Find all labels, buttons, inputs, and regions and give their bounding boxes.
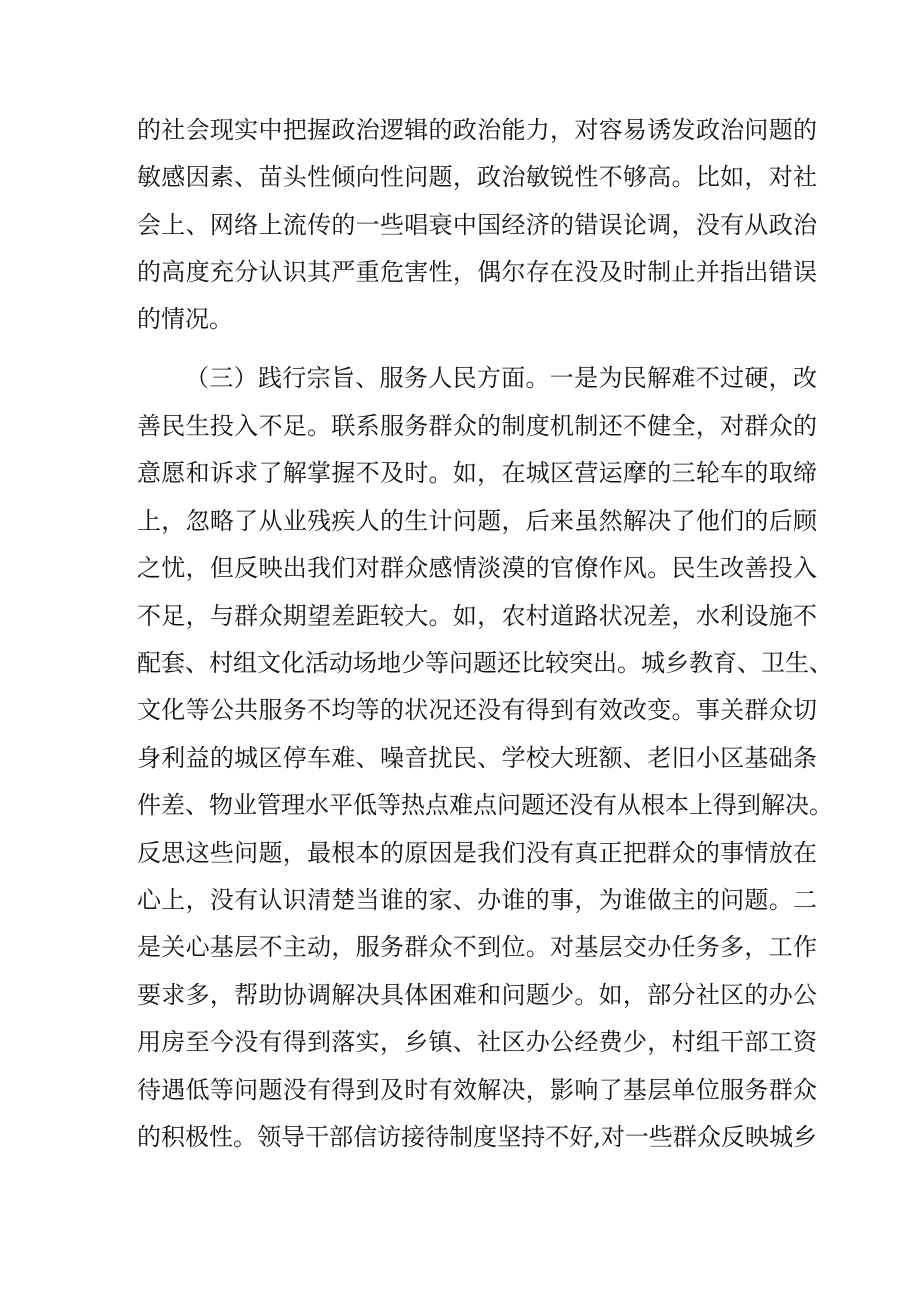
text-line: 反思这些问题，最根本的原因是我们没有真正把群众的事情放在 <box>137 839 817 867</box>
text-line: 文化等公共服务不均等的状况还没有得到有效改变。事关群众切 <box>137 696 817 724</box>
text-line: 会上、网络上流传的一些唱衰中国经济的错误论调，没有从政治 <box>137 211 817 239</box>
text-line: 配套、村组文化活动场地少等问题还比较突出。城乡教育、卫生、 <box>137 649 833 677</box>
text-line: 身利益的城区停车难、噪音扰民、学校大班额、老旧小区基础条 <box>137 744 817 772</box>
text-line: 的高度充分认识其严重危害性，偶尔存在没及时制止并指出错误 <box>137 258 817 286</box>
text-line: 不足，与群众期望差距较大。如，农村道路状况差，水利设施不 <box>137 602 817 630</box>
text-line: 要求多，帮助协调解决具体困难和问题少。如，部分社区的办公 <box>137 981 817 1009</box>
text-line: 善民生投入不足。联系服务群众的制度机制还不健全，对群众的 <box>137 412 817 440</box>
text-line: 的情况。 <box>137 305 233 333</box>
section-heading-line: （三）践行宗旨、服务人民方面。一是为民解难不过硬，改 <box>185 364 817 392</box>
text-line: 心上，没有认识清楚当谁的家、办谁的事，为谁做主的问题。二 <box>137 886 817 914</box>
text-line: 用房至今没有得到落实，乡镇、社区办公经费少，村组干部工资 <box>137 1028 817 1056</box>
text-line: 待遇低等问题没有得到及时有效解决，影响了基层单位服务群众 <box>137 1076 817 1104</box>
text-line: 意愿和诉求了解掌握不及时。如，在城区营运摩的三轮车的取缔 <box>137 459 817 487</box>
text-line: 敏感因素、苗头性倾向性问题，政治敏锐性不够高。比如，对社 <box>137 163 817 191</box>
text-line: 的社会现实中把握政治逻辑的政治能力，对容易诱发政治问题的 <box>137 116 817 144</box>
text-line: 件差、物业管理水平低等热点难点问题还没有从根本上得到解决。 <box>137 791 833 819</box>
text-line: 之忧，但反映出我们对群众感情淡漠的官僚作风。民生改善投入 <box>137 554 817 582</box>
text-line: 的积极性。领导干部信访接待制度坚持不好,对一些群众反映城乡 <box>137 1123 817 1151</box>
text-line: 是关心基层不主动，服务群众不到位。对基层交办任务多，工作 <box>137 933 817 961</box>
text-line: 上，忽略了从业残疾人的生计问题，后来虽然解决了他们的后顾 <box>137 507 817 535</box>
